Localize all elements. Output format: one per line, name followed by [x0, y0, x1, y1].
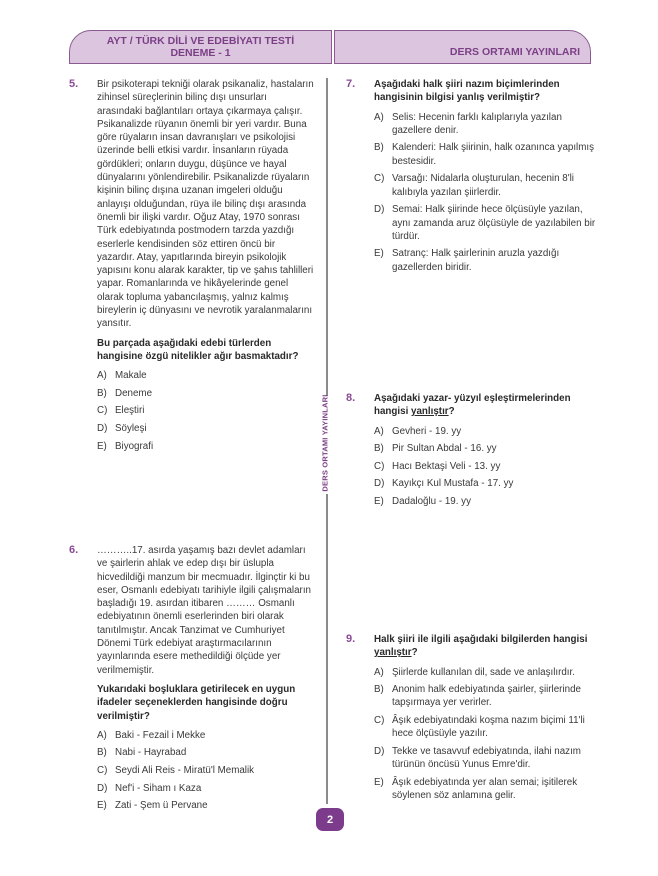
option-c[interactable]: C) Âşık edebiyatındaki koşma nazım biçimi 11'li hece ölçüsüyle yazılır. — [374, 715, 585, 740]
question-prompt: Bu parçada aşağıdaki edebi türlerden hangisine özgü nitelikler ağır basmaktadır? — [97, 337, 299, 362]
option-d[interactable]: D) Söyleşi — [97, 423, 147, 435]
side-publisher-label: DERS ORTAMI YAYINLARI — [320, 394, 330, 492]
option-a[interactable]: A) Makale — [97, 370, 147, 382]
option-e[interactable]: E) Dadaloğlu - 19. yy — [374, 495, 471, 507]
question-prompt: Aşağıdaki yazar- yüzyıl eşleştirmelerinden hangisi yanlıştır? — [374, 393, 571, 418]
option-d[interactable]: D) Kayıkçı Kul Mustafa - 17. yy — [374, 478, 514, 490]
option-d[interactable]: D) Nef'i - Siham ı Kaza — [97, 782, 202, 794]
question-number: 5. — [69, 78, 79, 90]
question-prompt: Aşağıdaki halk şiiri nazım biçimlerinden hangisinin bilgisi yanlış verilmiştir? — [374, 79, 560, 104]
question-number: 7. — [346, 78, 356, 90]
option-b[interactable]: B) Anonim halk edebiyatında şairler, şiirlerinde tapşırmaya yer verirler. — [374, 684, 581, 709]
column-divider-bottom — [326, 494, 328, 804]
option-b[interactable]: B) Kalenderi: Halk şiirinin, halk ozanınca yapılmış bestesidir. — [374, 142, 595, 167]
option-a[interactable]: A) Baki - Fezail i Mekke — [97, 729, 206, 741]
option-b[interactable]: B) Nabi - Hayrabad — [97, 747, 187, 759]
question-prompt: Halk şiiri ile ilgili aşağıdaki bilgilerden hangisi yanlıştır? — [374, 634, 588, 659]
option-a[interactable]: A) Gevheri - 19. yy — [374, 425, 462, 437]
emphasis-underline: yanlıştır — [374, 647, 412, 659]
column-divider-top — [326, 78, 328, 396]
question-stem: Bir psikoterapi tekniği olarak psikanaliz, hastaların zihinsel süreçlerinin bilinç dışı unsurları arasındaki bağlantıları ortaya çıkarmaya çalışır. Psikanalizde rüyanın önemli bir yeri vardır. Buna göre rüyaların insan davranışları ve psikolojisi üzerinde belli etkisi vardır. İnsanların rüyada gördükleri; onların duygu, düşünce ve hayal dünyalarını yönlendirebilir. Psikanalizde rüyaların kişinin bilinç dışına uzanan imgeleri olduğu anlayışı olduğundan, rüya ile bilinç dışı arasında önemli bir ilişki vardır. Oğuz Atay, 1970 sonrası Türk edebiyatında postmodern tarzda yazdığı eserlerle kendisinden söz ettiren öncü bir yazardır. Atay, yapıtlarında bireyin psikolojik yapısını konu alarak karakter, tip ve şahıs tahlilleri yapar. Romanlarında ve hikâyelerinde genel olarak topluma yabancılaşmış, yalnız kalmış bireylerin iç dünyasını ve nevrotik yaralanmalarını yansıtır. — [97, 79, 314, 330]
option-a[interactable]: A) Şiirlerde kullanılan dil, sade ve anlaşılırdır. — [374, 666, 575, 678]
publisher-name: DERS ORTAMI YAYINLARI — [449, 46, 580, 58]
emphasis-underline: yanlıştır — [411, 406, 449, 418]
question-number: 6. — [69, 544, 79, 556]
answer-options — [374, 425, 596, 509]
question-9 — [346, 633, 596, 807]
option-b[interactable]: B) Deneme — [97, 387, 153, 399]
option-c[interactable]: C) Seydi Ali Reis - Miratü'l Memalik — [97, 765, 255, 777]
question-number: 9. — [346, 633, 356, 645]
answer-options — [374, 111, 596, 274]
question-6 — [69, 544, 314, 817]
question-prompt: Yukarıdaki boşluklara getirilecek en uygun ifadeler seçeneklerden hangisinde doğru verilmiştir? — [97, 683, 296, 722]
publisher-header — [334, 30, 591, 64]
question-number: 8. — [346, 392, 356, 404]
test-title-header — [69, 30, 332, 64]
answer-options — [97, 369, 314, 453]
option-c[interactable]: C) Varsağı: Nidalarla oluşturulan, hecenin 8'li kalıbıyla yazılan şiirlerdir. — [374, 173, 574, 198]
option-d[interactable]: D) Tekke ve tasavvuf edebiyatında, ilahi nazım türünün öncüsü Yunus Emre'dir. — [374, 745, 581, 771]
option-a[interactable]: A) Selis: Hecenin farklı kalıplarıyla yazılan gazellere denir. — [374, 111, 562, 136]
option-c[interactable]: C) Eleştiri — [97, 405, 145, 417]
option-e[interactable]: E) Zati - Şem ü Pervane — [97, 800, 208, 812]
answer-options — [374, 666, 596, 803]
page-number-badge: 2 — [316, 808, 344, 831]
question-8 — [346, 392, 596, 513]
question-stem: ………..17. asırda yaşamış bazı devlet adamları ve şairlerin ahlak ve edep dışı bir üslupla hicvedildiği manzum bir mecmuadır. İlginçtir ki bu eser, Osmanlı edebiyatı tarihiyle ilgili çalışmaların başladığı 19. asırdan itibaren ……… Osmanlı edebiyatının önemli eserlerinden biri olarak tanıtılmıştır. Ancak Tanzimat ve Cumhuriyet Dönemi Türk edebiyat araştırmacılarının yayınlarında esere methedildiği ölçüde yer verilmemiştir. — [97, 545, 311, 676]
test-subtitle: DENEME - 1 — [170, 47, 231, 59]
option-e[interactable]: E) Âşık edebiyatında yer alan semai; işitilerek söylenen söz anlamına gelir. — [374, 776, 578, 802]
test-title: AYT / TÜRK DİLİ VE EDEBİYATI TESTİ — [106, 35, 295, 47]
option-c[interactable]: C) Hacı Bektaşi Veli - 13. yy — [374, 460, 501, 472]
question-7 — [346, 78, 596, 278]
option-b[interactable]: B) Pir Sultan Abdal - 16. yy — [374, 443, 497, 455]
answer-options — [97, 729, 314, 813]
option-e[interactable]: E) Satranç: Halk şairlerinin aruzla yazdığı gazellerden biridir. — [374, 248, 560, 273]
option-e[interactable]: E) Biyografi — [97, 440, 154, 452]
question-5 — [69, 78, 314, 457]
option-d[interactable]: D) Semai: Halk şiirinde hece ölçüsüyle yazılan, aynı zamanda aruz ölçüsüyle de yazılabilen bir türdür. — [374, 204, 596, 242]
